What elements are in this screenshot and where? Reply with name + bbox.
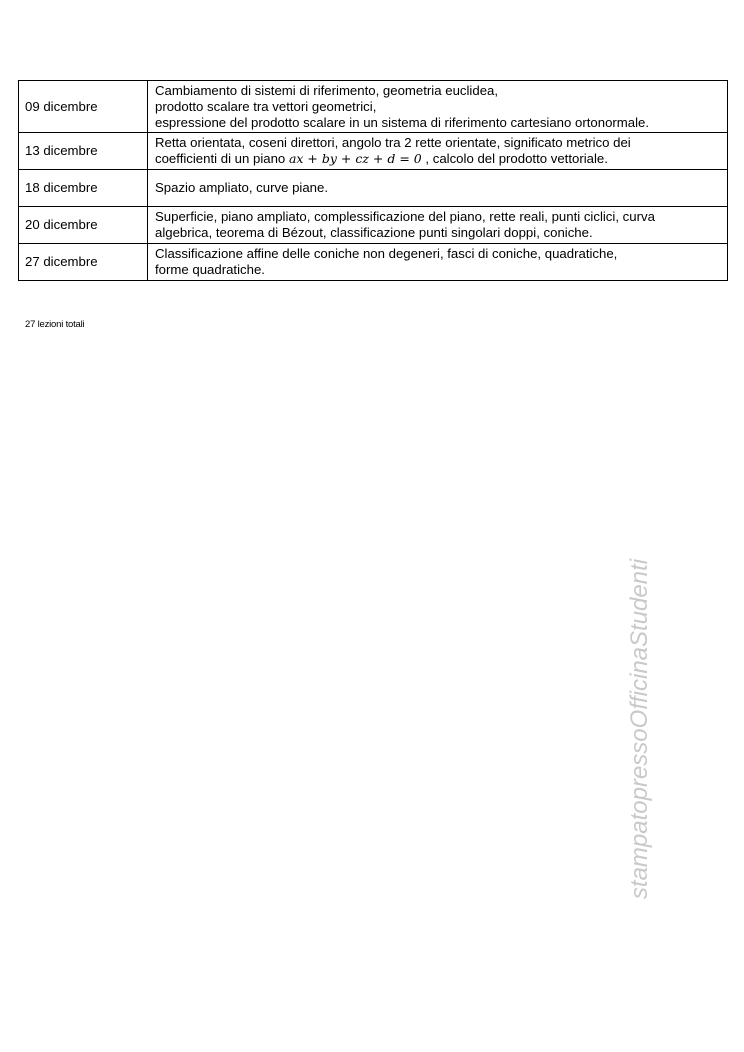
topic-line: Spazio ampliato, curve piane. [155,180,329,195]
lesson-topics [148,244,728,281]
total-lessons-note: 27 lezioni totali [25,319,85,330]
lesson-topics [148,133,728,170]
table-row [19,170,728,207]
lesson-topics [148,81,728,133]
table-row [19,207,728,244]
lesson-topics [148,170,728,207]
lesson-topics [148,207,728,244]
topic-line: espressione del prodotto scalare in un sistema di riferimento cartesiano ortonormale. [155,114,650,130]
lesson-date: 20 dicembre [19,207,148,244]
topic-line: Superficie, piano ampliato, complessificazione del piano, rette reali, punti ciclici, curva [155,209,655,224]
topic-line: Classificazione affine delle coniche non degeneri, fasci di coniche, quadratiche, [155,246,618,261]
topic-line: forme quadratiche. [155,262,265,277]
table-row [19,81,728,133]
table-row [19,244,728,281]
topic-line: Retta orientata, coseni direttori, angolo tra 2 rette orientate, significato metrico dei [155,135,631,150]
topic-line: prodotto scalare tra vettori geometrici, [155,98,377,114]
table-row [19,133,728,170]
lesson-date: 09 dicembre [19,81,148,133]
topic-text: , calcolo del prodotto vettoriale. [421,151,608,166]
topic-text: coefficienti di un piano [155,151,289,166]
topic-line [155,151,723,167]
lesson-date: 27 dicembre [19,244,148,281]
lesson-date: 13 dicembre [19,133,148,170]
topic-line: Cambiamento di sistemi di riferimento, geometria euclidea, [155,82,499,98]
topic-line: algebrica, teorema di Bézout, classificazione punti singolari doppi, coniche. [155,225,593,240]
lesson-schedule-table [18,80,728,281]
plane-equation: ax + by + cz + d = 0 [288,151,422,166]
print-watermark: stampatopressoOfficinaStudenti [626,558,653,900]
lesson-date: 18 dicembre [19,170,148,207]
